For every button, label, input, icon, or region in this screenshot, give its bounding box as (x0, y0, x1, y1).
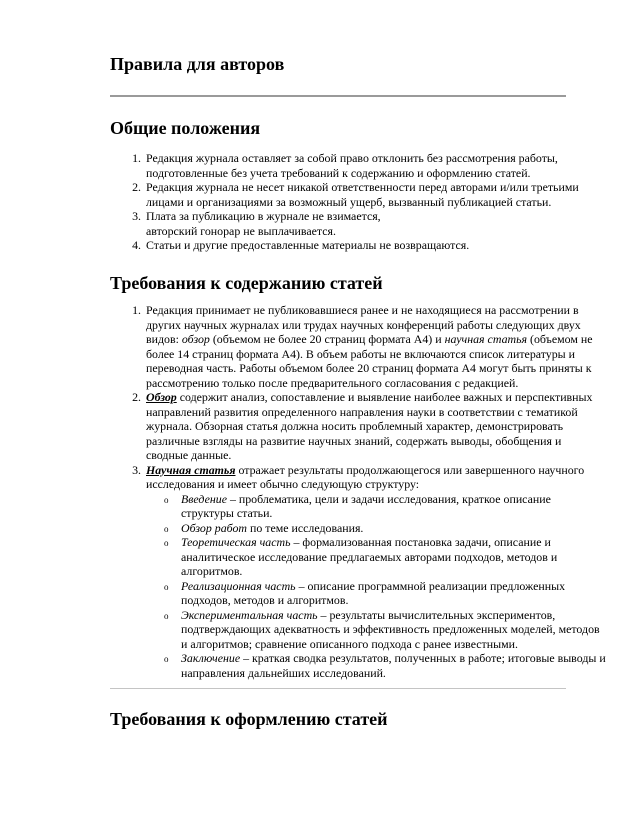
sub-term: Заключение (181, 651, 241, 665)
text: – проблематика, цели и задачи исследования, краткое описание структуры статьи. (181, 491, 551, 520)
sub-term: Обзор работ (181, 520, 248, 535)
term-review: обзор (181, 332, 210, 346)
term-review-heading: Обзор (146, 390, 177, 404)
content-requirements-list (110, 303, 606, 680)
sub-list-item (146, 521, 606, 536)
list-item-line: авторский гонорар не выплачивается. (146, 223, 336, 238)
text: Редакция принимает не публиковавшиеся ранее и не находящиеся на рассмотрении в других научных журналах или трудах научных конференций работы следующих двух видов: (146, 303, 581, 346)
sub-term: Реализационная часть (181, 578, 296, 593)
sub-term: Введение (181, 491, 227, 506)
circle-bullet-icon: o (164, 494, 169, 505)
text: содержит анализ, сопоставление и выявление наиболее важных и перспективных направлений развития определенного направления науки в соответствии с тематикой журнала. Обзорная статья должна носить проблемный характер, демонстрировать различные взгляды на развитие научных знаний, содержать выводы, обобщения и сводные данные. (146, 390, 593, 462)
text: (объемом не более 14 страниц формата A4). В объем работы не включаются список литературы и переводная часть. Работы объемом более 20 страниц формата A4 могут быть приняты к рассмотрению только после предварительного согласования с редакцией. (146, 332, 593, 390)
list-item (144, 303, 606, 390)
term-paper: научная статья (444, 332, 528, 346)
sub-list-item (146, 579, 606, 608)
text: – описание программной реализации предложенных подходов, методов и алгоритмов. (181, 578, 566, 607)
section-heading-general: Общие положения (110, 118, 261, 138)
circle-bullet-icon: o (164, 654, 169, 664)
sub-term: Экспериментальная часть (181, 607, 318, 622)
text: (объемом не более 20 страниц формата A4) и (209, 332, 445, 346)
page-title: Правила для авторов (110, 54, 285, 74)
paper-structure-list (146, 492, 606, 681)
list-item: 4. Статьи и другие предоставленные материалы не возвращаются. (144, 238, 606, 253)
list-item (144, 463, 606, 681)
list-item-line: Плата за публикацию в журнале не взимается, (146, 209, 381, 223)
text: – результаты вычислительных экспериментов, подтверждающих адекватность и эффективность предложенных моделей, методов и алгоритмов; сравнение описанного подхода с ранее известными. (181, 607, 600, 651)
circle-bullet-icon: o (164, 581, 169, 592)
list-item: 1. Редакция журнала оставляет за собой право отклонить без рассмотрения работы, подготовленные без учета требований к содержанию и оформлению статей. (144, 151, 606, 180)
title-divider (110, 95, 566, 97)
circle-bullet-icon: o (164, 610, 169, 621)
circle-bullet-icon: o (164, 523, 169, 534)
section-heading-content: Требования к содержанию статей (110, 273, 383, 293)
list-item (144, 209, 606, 238)
text: отражает результаты продолжающегося или завершенного научного исследования и имеет обычно следующую структуру: (146, 462, 585, 491)
text: – формализованная постановка задачи, описание и аналитическое исследование предлагаемых авторами подходов, методов и алгоритмов. (181, 535, 558, 578)
list-item: 2. Редакция журнала не несет никакой ответственности перед авторами и/или третьими лицами и организациями за возможный ущерб, вызванный публикацией статьи. (144, 180, 606, 209)
sub-list-item (146, 535, 606, 579)
section-divider (110, 688, 566, 689)
sub-term: Теоретическая часть (181, 535, 291, 549)
general-rules-list (110, 151, 606, 253)
section-heading-formatting: Требования к оформлению статей (110, 709, 388, 729)
text: по теме исследования. (247, 520, 364, 535)
sub-list-item (146, 492, 606, 521)
text: – краткая сводка результатов, полученных в работе; итоговые выводы и направления дальнейших исследований. (181, 651, 606, 680)
circle-bullet-icon: o (164, 538, 169, 548)
sub-list-item (146, 608, 606, 652)
list-item (144, 390, 606, 463)
sub-list-item (146, 651, 606, 680)
term-paper-heading: Научная статья (146, 462, 236, 477)
